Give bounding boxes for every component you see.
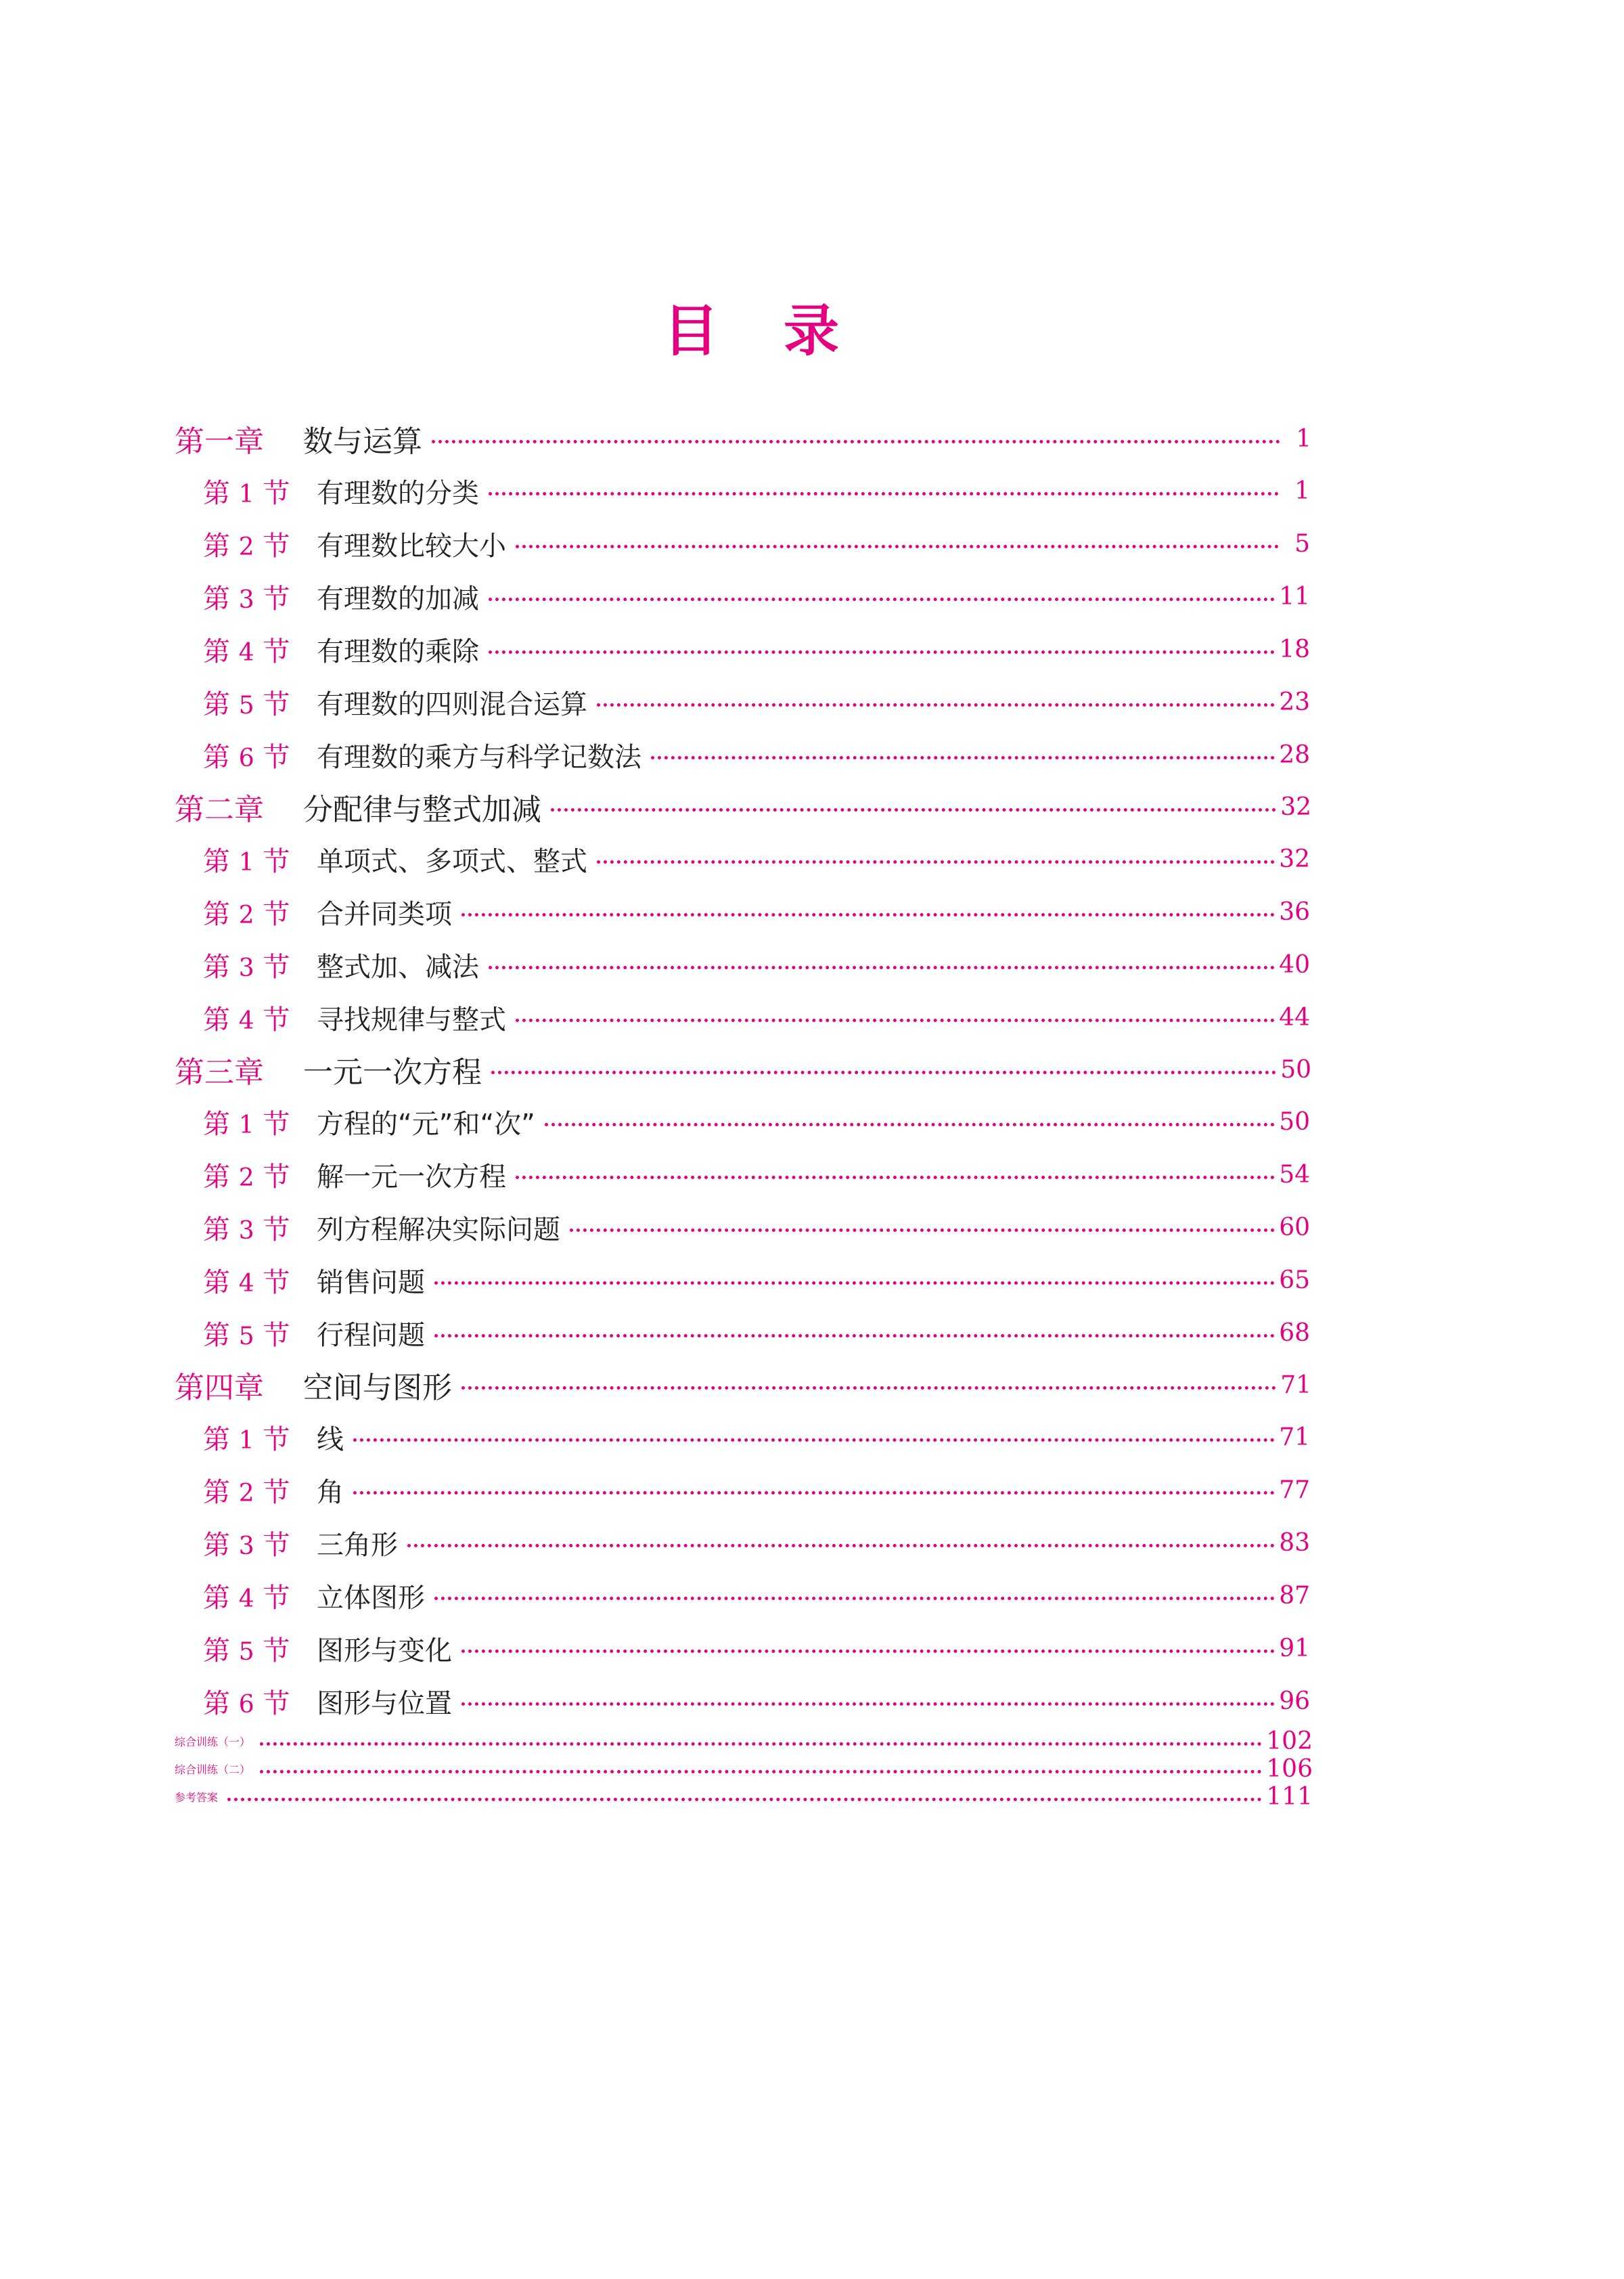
section-label [203,1524,317,1562]
section-label-prefix: 第 [203,1266,230,1298]
section-label-suffix: 节 [263,1266,290,1298]
section-label [203,630,317,669]
section-label [203,1103,317,1141]
page-number: 71 [1279,1423,1310,1451]
dot-leader [407,1544,1275,1547]
section-label-prefix: 第 [203,1529,230,1561]
dot-leader [516,545,1279,548]
dot-leader [516,1019,1275,1022]
section-title: 图形与变化 [317,1635,452,1666]
section-label-prefix: 第 [203,1687,230,1719]
page-number: 40 [1279,950,1310,979]
dot-leader [434,1334,1275,1337]
page-number: 44 [1279,1003,1310,1032]
section-number: 2 [238,1164,254,1192]
toc-special-row[interactable] [175,1755,1313,1783]
page-number: 18 [1279,635,1310,663]
page-number: 32 [1279,845,1310,873]
section-number: 4 [238,638,254,667]
dot-leader [461,913,1275,916]
chapter-title: 空间与图形 [303,1371,452,1405]
section-label-suffix: 节 [263,1423,290,1455]
section-label-suffix: 节 [263,1529,290,1561]
section-label [203,893,317,931]
section-number: 1 [238,848,254,877]
page-title-left: 目 [663,298,719,363]
section-title: 有理数比较大小 [317,530,506,562]
section-label-suffix: 节 [263,1161,290,1193]
special-label: 综合训练（二） [175,1763,251,1776]
page-number: 71 [1280,1371,1311,1399]
page-number: 5 [1294,529,1310,558]
toc-section-row[interactable] [175,464,1313,517]
section-label-suffix: 节 [263,1635,290,1666]
section-label-suffix: 节 [263,636,290,667]
section-label [203,1261,317,1300]
toc-section-row[interactable] [175,1463,1313,1516]
toc-section-row[interactable] [175,1569,1313,1622]
section-label-suffix: 节 [263,583,290,615]
toc-section-row[interactable] [175,1095,1313,1148]
section-label-suffix: 节 [263,741,290,773]
section-label-prefix: 第 [203,845,230,877]
toc-chapter-row[interactable] [175,781,1313,833]
section-title: 解一元一次方程 [317,1161,506,1193]
toc-section-row[interactable] [175,1675,1313,1727]
toc-special-row[interactable] [175,1783,1313,1811]
section-label-prefix: 第 [203,583,230,615]
toc-section-row[interactable] [175,623,1313,676]
dot-leader [516,1176,1275,1179]
dot-leader [570,1229,1275,1232]
section-number: 3 [238,954,254,982]
special-label: 参考答案 [175,1791,219,1804]
toc-section-row[interactable] [175,991,1313,1044]
section-title: 三角形 [317,1529,398,1561]
section-label-suffix: 节 [263,530,290,562]
dot-leader [260,1742,1262,1746]
page-number: 87 [1279,1581,1310,1610]
section-number: 3 [238,585,254,614]
section-label [203,1576,317,1615]
section-title: 角 [317,1476,344,1508]
page-number: 54 [1279,1160,1310,1189]
section-label [203,472,317,510]
section-label-suffix: 节 [263,951,290,983]
section-label [203,577,317,616]
page-number: 106 [1266,1755,1313,1783]
section-number: 6 [238,1690,254,1719]
toc-section-row[interactable] [175,1201,1313,1254]
page-number: 50 [1280,1055,1311,1084]
section-title: 有理数的加减 [317,583,479,615]
chapter-label: 第一章 [175,424,264,459]
section-label-suffix: 节 [263,1319,290,1351]
section-title: 合并同类项 [317,898,452,930]
section-label-prefix: 第 [203,1635,230,1666]
toc-chapter-row[interactable] [175,1359,1313,1411]
section-label [203,1155,317,1194]
section-number: 2 [238,1479,254,1507]
chapter-title: 分配律与整式加减 [303,793,541,827]
section-label-suffix: 节 [263,1108,290,1140]
section-number: 4 [238,1269,254,1298]
page-number: 1 [1296,424,1311,453]
dot-leader [434,1597,1275,1600]
section-label [203,946,317,984]
section-title: 单项式、多项式、整式 [317,845,587,877]
section-label-prefix: 第 [203,1476,230,1508]
toc-section-row[interactable] [175,1516,1313,1569]
section-title: 有理数的乘除 [317,636,479,667]
section-title: 整式加、减法 [317,951,479,983]
page-number: 32 [1280,793,1311,821]
section-label-prefix: 第 [203,1423,230,1455]
dot-leader [545,1123,1275,1126]
section-number: 2 [238,901,254,929]
section-label-prefix: 第 [203,477,230,509]
special-label: 综合训练（一） [175,1735,251,1748]
section-label-suffix: 节 [263,1004,290,1036]
section-number: 1 [238,480,254,508]
dot-leader [489,492,1279,495]
section-label-prefix: 第 [203,898,230,930]
toc-section-row[interactable] [175,1622,1313,1675]
chapter-label: 第三章 [175,1055,264,1090]
section-label-prefix: 第 [203,951,230,983]
section-label-suffix: 节 [263,1214,290,1245]
page-number: 102 [1266,1727,1313,1755]
toc-section-row[interactable] [175,833,1313,885]
toc-section-row[interactable] [175,570,1313,623]
section-title: 方程的“元”和“次” [317,1108,535,1140]
dot-leader [434,1281,1275,1285]
page-number: 68 [1279,1319,1310,1347]
dot-leader [491,1071,1276,1074]
chapter-label: 第二章 [175,793,264,827]
dot-leader [461,1702,1275,1706]
toc-section-row[interactable] [175,885,1313,938]
page-number: 36 [1279,898,1310,926]
toc-section-row[interactable] [175,1411,1313,1463]
page-number: 28 [1279,740,1310,769]
section-label [203,998,317,1037]
section-label [203,1208,317,1247]
chapter-title: 一元一次方程 [303,1055,482,1090]
page-number: 91 [1279,1634,1310,1662]
section-label-prefix: 第 [203,741,230,773]
section-label [203,736,317,774]
toc-section-row[interactable] [175,1306,1313,1359]
chapter-label: 第四章 [175,1371,264,1405]
section-label-prefix: 第 [203,1161,230,1193]
section-label-suffix: 节 [263,688,290,720]
page-title-right: 录 [783,298,839,363]
dot-leader [353,1491,1275,1495]
page-number: 60 [1279,1213,1310,1241]
page-number: 23 [1279,688,1310,716]
section-label [203,1629,317,1668]
dot-leader [489,650,1275,654]
section-label [203,1418,317,1457]
section-number: 5 [238,1637,254,1666]
section-label-suffix: 节 [263,1582,290,1614]
section-number: 3 [238,1532,254,1560]
section-label-suffix: 节 [263,1476,290,1508]
section-number: 4 [238,1585,254,1613]
section-number: 5 [238,691,254,720]
toc-section-row[interactable] [175,938,1313,991]
section-number: 6 [238,744,254,772]
dot-leader [489,966,1275,969]
section-label [203,1471,317,1509]
section-label-prefix: 第 [203,688,230,720]
dot-leader [489,598,1275,601]
toc-section-row[interactable] [175,1254,1313,1306]
section-label-prefix: 第 [203,1004,230,1036]
section-number: 1 [238,1426,254,1455]
section-label-prefix: 第 [203,1214,230,1245]
section-title: 有理数的分类 [317,477,479,509]
page-title [663,292,839,363]
toc-chapter-row[interactable] [175,1044,1313,1095]
section-label-suffix: 节 [263,1687,290,1719]
page-number: 65 [1279,1266,1310,1294]
section-label [203,683,317,722]
section-title: 有理数的乘方与科学记数法 [317,741,641,773]
dot-leader [651,756,1275,759]
section-label-prefix: 第 [203,1582,230,1614]
section-label [203,525,317,563]
dot-leader [461,1386,1276,1390]
section-number: 3 [238,1216,254,1245]
toc-section-row[interactable] [175,676,1313,728]
page-number: 50 [1279,1107,1310,1136]
dot-leader [461,1650,1275,1653]
page-number: 111 [1266,1783,1313,1811]
page-number: 83 [1279,1528,1310,1557]
section-number: 4 [238,1006,254,1035]
toc-section-row[interactable] [175,517,1313,570]
section-title: 列方程解决实际问题 [317,1214,560,1245]
section-label-suffix: 节 [263,845,290,877]
section-title: 寻找规律与整式 [317,1004,506,1036]
section-label [203,1314,317,1352]
dot-leader [353,1438,1275,1442]
section-label-prefix: 第 [203,530,230,562]
dot-leader [227,1798,1262,1801]
dot-leader [597,860,1275,864]
section-title: 图形与位置 [317,1687,452,1719]
section-title: 销售问题 [317,1266,425,1298]
toc-chapter-row[interactable] [175,413,1313,464]
section-label [203,840,317,879]
section-label-suffix: 节 [263,477,290,509]
section-title: 行程问题 [317,1319,425,1351]
section-number: 5 [238,1322,254,1350]
section-label-suffix: 节 [263,898,290,930]
toc-section-row[interactable] [175,1148,1313,1201]
dot-leader [260,1770,1262,1773]
table-of-contents [175,413,1313,1811]
section-number: 2 [238,533,254,561]
section-label-prefix: 第 [203,1108,230,1140]
chapter-title: 数与运算 [303,424,422,459]
section-title: 立体图形 [317,1582,425,1614]
page-number: 11 [1279,582,1310,611]
dot-leader [432,440,1280,443]
section-label-prefix: 第 [203,1319,230,1351]
dot-leader [597,703,1275,707]
section-title: 有理数的四则混合运算 [317,688,587,720]
section-label [203,1682,317,1721]
page-number: 96 [1279,1687,1310,1715]
section-label-prefix: 第 [203,636,230,667]
page-number: 1 [1294,477,1310,505]
page-number: 77 [1279,1476,1310,1504]
toc-section-row[interactable] [175,728,1313,781]
dot-leader [551,808,1276,812]
section-number: 1 [238,1111,254,1139]
section-title: 线 [317,1423,344,1455]
toc-special-row[interactable] [175,1727,1313,1755]
